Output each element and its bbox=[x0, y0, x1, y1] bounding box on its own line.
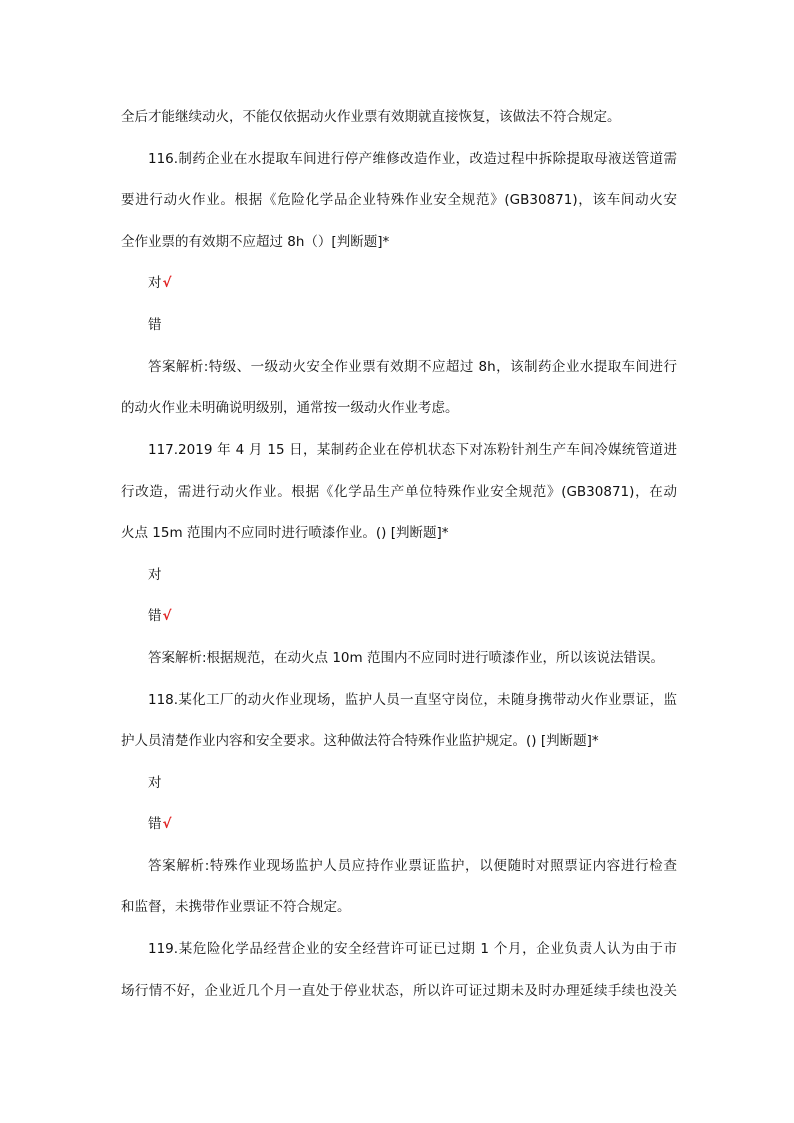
question-116-answer-line-1: 答案解析:特级、一级动火安全作业票有效期不应超过 8h，该制药企业水提取车间进行 bbox=[148, 359, 677, 375]
question-118-answer-line-1: 答案解析:特殊作业现场监护人员应持作业票证监护，以便随时对照票证内容进行检查 bbox=[148, 858, 677, 874]
question-116-line-2: 要进行动火作业。根据《危险化学品企业特殊作业安全规范》(GB30871)，该车间动火安 bbox=[121, 192, 677, 208]
question-116-answer-line-2: 的动火作业未明确说明级别，通常按一级动火作业考虑。 bbox=[121, 400, 459, 416]
question-118-answer-line-2: 和监督，未携带作业票证不符合规定。 bbox=[121, 899, 351, 915]
question-117-answer-line-1: 答案解析:根据规范，在动火点 10m 范围内不应同时进行喷漆作业，所以该说法错误。 bbox=[148, 650, 664, 666]
question-119-line-2: 场行情不好，企业近几个月一直处于停业状态，所以许可证过期未及时办理延续手续也没关 bbox=[121, 983, 677, 999]
question-118-option-false bbox=[148, 813, 677, 835]
question-118-line-2: 护人员清楚作业内容和安全要求。这种做法符合特殊作业监护规定。() [判断题]* bbox=[121, 733, 599, 749]
check-mark-icon: √ bbox=[162, 608, 172, 624]
option-label: 错 bbox=[148, 816, 162, 832]
question-119-line-1: 119.某危险化学品经营企业的安全经营许可证已过期 1 个月，企业负责人认为由于市 bbox=[148, 941, 677, 957]
option-label: 对 bbox=[148, 275, 162, 291]
question-116-option-true bbox=[148, 272, 677, 294]
option-label: 对 bbox=[148, 567, 162, 583]
option-label: 错 bbox=[148, 608, 162, 624]
question-117-option-true bbox=[148, 564, 677, 586]
question-117-option-false bbox=[148, 605, 677, 627]
continuation-line: 全后才能继续动火，不能仅依据动火作业票有效期就直接恢复，该做法不符合规定。 bbox=[121, 109, 621, 125]
question-116-line-3: 全作业票的有效期不应超过 8h（）[判断题]* bbox=[121, 234, 390, 250]
question-117-line-3: 火点 15m 范围内不应同时进行喷漆作业。() [判断题]* bbox=[121, 525, 449, 541]
check-mark-icon: √ bbox=[162, 275, 172, 291]
option-label: 对 bbox=[148, 775, 162, 791]
question-118-option-true bbox=[148, 772, 677, 794]
check-mark-icon: √ bbox=[162, 816, 172, 832]
question-117-line-1: 117.2019 年 4 月 15 日，某制药企业在停机状态下对冻粉针剂生产车间冷媒统管道进 bbox=[148, 442, 677, 458]
question-116-line-1: 116.制药企业在水提取车间进行停产维修改造作业，改造过程中拆除提取母液送管道需 bbox=[148, 151, 677, 167]
question-117-line-2: 行改造，需进行动火作业。根据《化学品生产单位特殊作业安全规范》(GB30871)，在动 bbox=[121, 484, 677, 500]
question-116-option-false bbox=[148, 314, 677, 336]
option-label: 错 bbox=[148, 317, 162, 333]
question-118-line-1: 118.某化工厂的动火作业现场，监护人员一直坚守岗位，未随身携带动火作业票证，监 bbox=[148, 692, 677, 708]
